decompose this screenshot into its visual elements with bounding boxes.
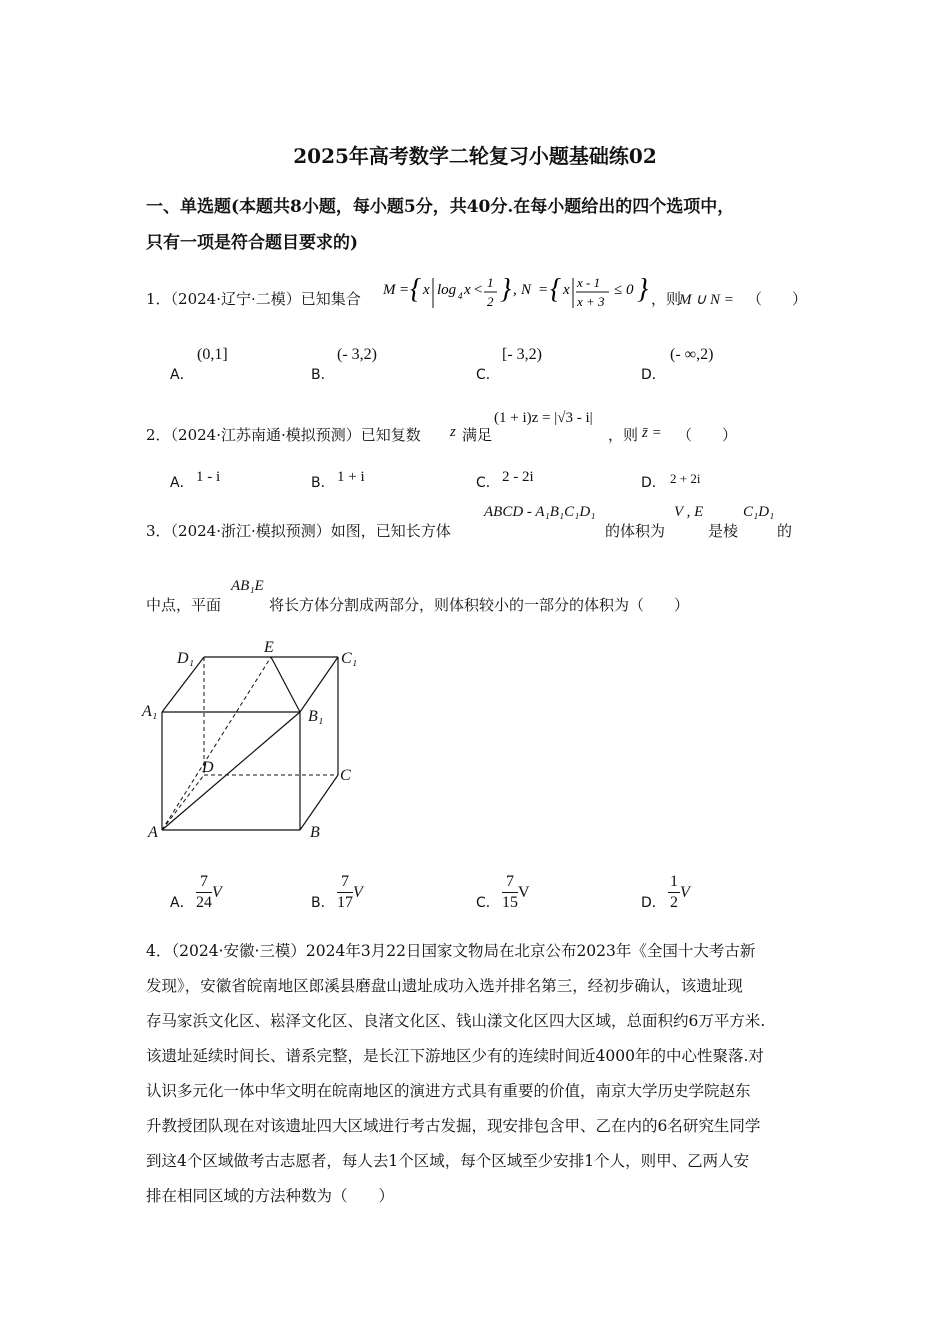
q3-text3: 是棱	[708, 522, 739, 540]
label-c1: C₁	[341, 650, 358, 667]
svg-text:N: N	[521, 282, 532, 298]
q3-edge: C₁D₁	[743, 504, 775, 520]
q1-set-n	[513, 274, 651, 319]
q4-line: 该遗址延续时间长、谱系完整，是长江下游地区少有的连续时间近4000年的中心性聚落.对	[146, 1047, 764, 1065]
q3-solid: ABCD - A₁B₁C₁D₁	[484, 504, 596, 520]
svg-text:<: <	[473, 282, 484, 298]
q2-var: z	[450, 424, 456, 440]
svg-text:2: 2	[487, 294, 494, 309]
q3-text: （2024·浙江·模拟预测）如图，已知长方体	[170, 522, 451, 540]
svg-text:{: {	[550, 274, 562, 305]
svg-text:}: }	[637, 274, 649, 305]
q3-line2-b: 将长方体分割成两部分，则体积较小的一部分的体积为（ ）	[269, 596, 690, 614]
q4-line: 到这4个区域做考古志愿者，每人去1个区域，每个区域至少安排1个人，则甲、乙两人安	[146, 1152, 750, 1170]
svg-text:x: x	[423, 282, 430, 298]
svg-text:=: =	[399, 282, 410, 298]
svg-text:M: M	[383, 282, 396, 298]
q3-text2: 的体积为	[605, 522, 666, 540]
edge-eb1	[271, 657, 300, 712]
q1-option-a-value: (0,1]	[197, 346, 228, 363]
label-d1: D₁	[177, 650, 195, 667]
svg-text:x: x	[577, 275, 583, 290]
q2-option-c[interactable]: C．	[476, 475, 500, 491]
label-b1: B₁	[308, 708, 324, 725]
svg-text:≤ 0: ≤ 0	[614, 282, 634, 298]
q3-option-b[interactable]: B．	[311, 895, 335, 911]
q1-option-b-value: (- 3,2)	[337, 346, 377, 363]
q4-line: 发现》，安徽省皖南地区郎溪县磨盘山遗址成功入选并排名第三，经初步确认，该遗址现	[146, 977, 743, 995]
question-3	[146, 520, 451, 541]
q1-number: 1．	[146, 290, 171, 308]
q3-text4: 的	[777, 522, 793, 540]
label-e: E	[264, 639, 274, 656]
q1-set-n-formula	[513, 274, 651, 314]
svg-text:x: x	[577, 294, 583, 309]
q3-option-b-value: $\frac{7}{17}$ V	[337, 873, 363, 911]
svg-text:,: ,	[513, 282, 517, 298]
cuboid-figure	[140, 635, 370, 850]
q2-option-a[interactable]: A．	[170, 475, 194, 491]
question-1	[146, 288, 361, 309]
q1-text: （2024·辽宁·二模）已知集合	[170, 290, 361, 308]
q3-option-d[interactable]: D．	[641, 895, 666, 911]
edge-ab1	[162, 712, 300, 830]
q1-then: ，则	[651, 290, 682, 308]
label-a: A	[148, 824, 158, 841]
q1-option-c[interactable]: C．	[476, 367, 500, 383]
q3-number: 3．	[146, 522, 171, 540]
q4-line: 存马家浜文化区、崧泽文化区、良渚文化区、钱山漾文化区四大区域，总面积约6万平方米.	[146, 1012, 766, 1030]
q4-line: 4．（2024·安徽·三模）2024年3月22日国家文物局在北京公布2023年《全国十大考古新	[146, 942, 756, 960]
q1-expr: M ∪ N =	[679, 292, 734, 308]
q2-number: 2．	[146, 426, 171, 444]
section-heading-line1: 一、单选题(本题共8小题，每小题5分，共40分.在每小题给出的四个选项中，	[146, 197, 735, 217]
label-b: B	[310, 824, 320, 841]
q3-vars: V , E	[674, 504, 704, 520]
q2-option-b-value: 1 + i	[337, 469, 365, 485]
q3-option-d-value: $\frac{1}{2}$ V	[670, 873, 690, 911]
section-heading-line2: 只有一项是符合题目要求的)	[146, 233, 359, 253]
label-a1: A₁	[142, 703, 158, 720]
q2-option-c-value: 2 - 2i	[502, 469, 534, 485]
svg-text:{: {	[410, 274, 422, 305]
q1-set-m	[383, 274, 515, 319]
label-c: C	[340, 767, 351, 784]
svg-text:=: =	[538, 282, 549, 298]
svg-text:}: }	[500, 274, 512, 305]
q1-option-c-value: [- 3,2)	[502, 346, 542, 363]
q1-option-a[interactable]: A．	[170, 367, 194, 383]
q2-text2: 满足	[462, 426, 493, 444]
q3-option-a-value: $\frac{7}{24}$ V	[196, 873, 222, 911]
q3-line2-a: 中点，平面	[146, 596, 222, 614]
q2-option-a-value: 1 - i	[196, 469, 221, 485]
q4-line: 排在相同区域的方法种数为（ ）	[146, 1187, 395, 1205]
svg-text:+ 3: + 3	[586, 294, 605, 309]
q3-option-c-value: $\frac{7}{15}$ V	[502, 873, 530, 911]
question-2	[146, 424, 421, 445]
page-title: 2025年高考数学二轮复习小题基础练02	[293, 144, 657, 168]
q3-option-c[interactable]: C．	[476, 895, 500, 911]
svg-text:log: log	[437, 282, 457, 298]
svg-text:- 1: - 1	[586, 275, 601, 290]
q1-option-d[interactable]: D．	[641, 367, 666, 383]
q2-option-d[interactable]: D．	[641, 475, 666, 491]
q1-option-d-value: (- ∞,2)	[670, 346, 714, 363]
q3-plane: AB₁E	[231, 578, 264, 594]
edge-bc	[300, 775, 338, 830]
label-d: D	[202, 759, 214, 776]
question-4	[146, 936, 765, 1211]
q2-blank: （ ）	[677, 426, 738, 444]
svg-text:4: 4	[458, 291, 463, 301]
q2-condition: (1 + i)z = |√3 - i|	[494, 410, 593, 426]
hidden-edge-ad	[162, 775, 204, 830]
svg-text:x: x	[464, 282, 471, 298]
q4-line: 升教授团队现在对该遗址四大区域进行考古发掘，现安排包含甲、乙在内的6名研究生同学	[146, 1117, 761, 1135]
svg-text:x: x	[563, 282, 570, 298]
q1-set-m-formula	[383, 274, 515, 314]
svg-text:1: 1	[487, 275, 494, 290]
q1-option-b[interactable]: B．	[311, 367, 335, 383]
edge-b1c1	[300, 657, 338, 712]
q3-option-a[interactable]: A．	[170, 895, 194, 911]
q4-line: 认识多元化一体中华文明在皖南地区的演进方式具有重要的价值，南京大学历史学院赵东	[146, 1082, 751, 1100]
q2-option-d-value: 2 + 2i	[670, 471, 701, 486]
q2-option-b[interactable]: B．	[311, 475, 335, 491]
hidden-edge-ae	[162, 657, 271, 830]
q2-expr: z̄ =	[642, 425, 662, 441]
q1-blank: （ ）	[747, 290, 808, 308]
q2-text: （2024·江苏南通·模拟预测）已知复数	[170, 426, 421, 444]
q2-then: ，则	[608, 426, 639, 444]
